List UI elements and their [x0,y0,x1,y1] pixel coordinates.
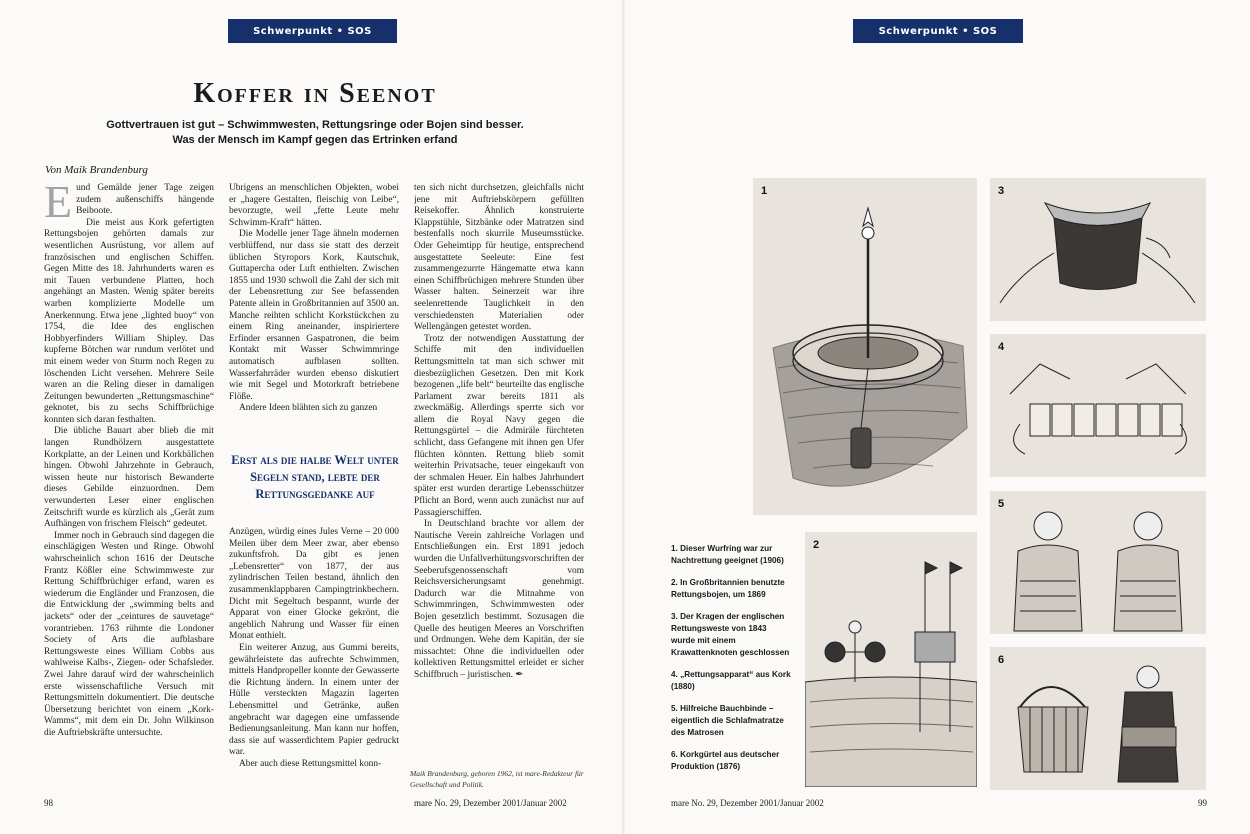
drop-cap: E [44,183,73,227]
subtitle-line-1: Gottvertrauen ist gut – Schwimmwesten, Rettungsringe oder Bojen sind besser. [106,119,524,131]
figure-number: 6 [998,654,1005,666]
byline: Von Maik Brandenburg [45,164,148,176]
paragraph: Ein weiterer Anzug, aus Gummi bereits, gewährleistete das aufrechte Schwimmen, mittels Handpropeller konnte der Gewasserte die Richtung ändern. In einem unter der Hülle versteckten Magazin lagerten Lebensmittel und Getränke, außen angebracht war dagegen eine umfassende Bedienungsanleitung. Man kann nur hoffen, dass sie auf wasserdichtem Papier gedruckt war. [229,642,399,758]
figure-number: 1 [761,185,768,197]
section-tag-right: Schwerpunkt • SOS [853,19,1023,43]
paragraph: Übrigens an menschlichen Objekten, wobei er „hagere Gestalten, fleischig von Leibe“, bevorzugte, weil „fette Leute mehr Schwimm-Kraft“ hätten. [229,183,399,228]
caption-4: 4. „Rettungsapparat“ aus Kork (1880) [671,670,791,691]
page-number-right: 99 [1198,798,1207,808]
figure-4-cork-apparatus [990,334,1206,477]
caption-5: 5. Hilfreiche Bauchbinde – eigentlich die Schlafmatratze des Matrosen [671,704,784,737]
figure-2-rescue-buoys [805,532,977,787]
subtitle-line-2: Was der Mensch im Kampf gegen das Ertrinken erfand [172,134,458,146]
page-number-left: 98 [44,798,53,808]
section-tag-left: Schwerpunkt • SOS [228,19,397,43]
column-2-top [229,183,399,438]
figure-6-cork-belts [990,647,1206,790]
figure-number: 5 [998,498,1005,510]
issue-line-left: mare No. 29, Dezember 2001/Januar 2002 [414,798,567,808]
pull-quote: Erst als die halbe Welt unter Segeln stand, lebte der Rettungsgedanke auf [231,453,399,501]
paragraph: Die meist aus Kork gefertigten Rettungsbojen gehörten damals zur wesentlichen Ausrüstung, vor allem auf französischen und englischen Schiffen. Gegen Mitte des 18. Jahrhunderts waren es mit Tauen verbundene Platten, hoch angehängt an Masten. Wenig später bereits warben komplizierte Modelle um Anerkennung. Etwa jene „lighted buoy“ von 1754, die Idee des englischen Hobbyerfinders William Shipley. Das kupferne Bötchen war rundum verlötet und mit einem weder von Sturm noch Regen zu löschenden Licht versehen. Mehrere Seile waren an die Reling dieser in damaligen Zeitungen bewunderten „Rettungsmaschine“ geknotet, bis zu sechs Schiffbrüchige konnten sich daran festhalten. [44,217,214,425]
issue-line-right: mare No. 29, Dezember 2001/Januar 2002 [671,798,824,808]
cork-belts-illustration [990,647,1206,790]
figure-1-lifebuoy-light [753,178,977,515]
paragraph: ten sich nicht durchsetzen, gleichfalls nicht jene mit Auftriebskörpern gefüllten Reisekoffer. Ähnlich konstruierte Klappstühle, Sitzbänke oder Matratzen sind bestenfalls noch skurrile Museumsstücke. Oder Geheimtipp für heutige, entsprechend ausgestattete Seeleute: Eine fest zusammengezurrte Hängematte etwa kann einen Schiffbrüchigen mehrere Stunden über Wasser halten. Seinerzeit war ihre seelenrettende Tauglichkeit in den verschiedensten Materialien oder Wellengängen getestet worden. [414,183,584,333]
caption-2: 2. In Großbritannien benutzte Rettungsbojen, um 1869 [671,578,785,599]
figure-number: 4 [998,341,1005,353]
column-1 [44,183,214,795]
paragraph: Aber auch diese Rettungsmittel konn- [239,758,382,769]
paragraph: Immer noch in Gebrauch sind dagegen die einschlägigen Westen und Ringe. Obwohl wahrscheinlich schon 1616 der Deutsche Frantz Kößler eine Schwimmweste zur Rettung Schiffbrüchiger erfand, waren es wiederum die Engländer und Franzosen, die die Entwicklung der „swimming belts and jackets“ oder der „ceintures de sauvetage“ vorantrieben. 1763 rühmte die Londoner Society of Arts die aufblasbare Rettungsweste eines William Cobbs aus wahlweise Kalbs-, Ziegen- oder Schafsleder. Zwei Jahre darauf wird der wahrscheinlich erste wissenschaftliche Versuch mit Rettungsmitteln dokumentiert. Die deutsche Übersetzung berichtet von einem „Kork-Wamms“, mit dem ein Dr. John Wilkinson die Auftriebskräfte untersuchte. [44,530,214,738]
figure-3-collar-vest [990,178,1206,321]
figure-number: 3 [998,185,1005,197]
article-subtitle [80,118,550,148]
collar-illustration [990,178,1206,321]
column-3 [414,183,584,743]
caption-3: 3. Der Kragen der englischen Rettungsweste von 1843 wurde mit einem Krawattenknoten geschlossen [671,612,790,657]
paragraph: Die Modelle jener Tage ähneln modernen verblüffend, nur dass sie statt des derzeit üblichen Styropors Kork, Kautschuk, Guttapercha oder Luft enthielten. Zwischen 1855 und 1930 schwoll die Zahl der sich mit der Lebensrettung zur See befassenden Patente allein in Großbritannien auf 3500 an. Manche reihten schlicht Korkstückchen zu einem Ring aneinander, inspiriertere Erfinder ersannen Gaspatronen, die beim Kontakt mit Wasser Schwimmringe automatisch aufblasen sollten. Wasserfahrräder wurden ebenso diskutiert wie mit Segel und Motorkraft betriebene Flöße. [229,229,399,402]
figure-captions [671,543,791,783]
caption-6: 6. Korkgürtel aus deutscher Produktion (1876) [671,750,780,771]
paragraph: Andere Ideen blähten sich zu ganzen [239,403,378,414]
author-note: Maik Brandenburg, geboren 1962, ist mare-Redakteur für Gesellschaft und Politik. [410,769,584,789]
cork-apparatus-illustration [990,334,1206,477]
figure-number: 2 [813,539,820,551]
caption-1: 1. Dieser Wurfring war zur Nachtrettung geeignet (1906) [671,544,784,565]
right-page [625,0,1250,834]
sailors-illustration [990,491,1206,634]
article-title: Koffer in Seenot [193,78,437,109]
paragraph: Eund Gemälde jener Tage zeigen zudem außenschiffs hängende Beiboote. [44,183,214,227]
paragraph: Anzügen, würdig eines Jules Verne – 20 000 Meilen über dem Meer zwar, aber ebenso zukunftsfroh. Da gibt es jenen „Lebensretter“ von 1877, der aus zylindrischen Teilen bestand, ähnlich den zusammenklappbaren Campingtrinkbechern. Dicht mit Segeltuch bespannt, wurde der Apparat von einer Glocke gekrönt, die angeblich Nahrung und Wasser für einen Monat enthielt. [229,527,399,642]
paragraph: Trotz der notwendigen Ausstattung der Schiffe mit den individuellen Rettungsmitteln tat man sich schwer mit diesbezüglichen Gesetzen. Den mit Kork bezogenen „life belt“ beurteilte das englische Parlament zwar bereits 1811 als zweckmäßig. Allerdings sperrte sich vor allem die Royal Navy gegen die Rettungsgürtel – die Admiräle fürchteten schlicht, dass Gefangene mit ihnen gen Ufer flüchten könnten. Rettung blieb somit weiterhin Privatsache, teuer eingekauft von der schmalen Heuer. Ein halbes Jahrhundert später erst wurden derartige Lebensschützer Pflicht an Bord, wenn auch zunächst nur auf Passagierschiffen. [414,333,584,518]
figure-5-sailors-mattress [990,491,1206,634]
paragraph: Die übliche Bauart aber blieb die mit langen Rundhölzern ausgestattete Korkplatte, an der Leinen und Korkbällchen hingen. Obwohl Jahrzehnte in Gebrauch, wissen heute nur historisch Bewanderte dieses Gebilde einzuordnen. Dem verwunderten Leser einer englischen Zeitschrift wurde es kürzlich als „Gerät zum Aufhängen von frischem Fleisch“ gedeutet. [44,426,214,530]
column-2-bottom [229,527,399,795]
paragraph: In Deutschland brachte vor allem der Nautische Verein zahlreiche Vorlagen und Entschließungen ein. Erst 1891 jedoch wurden die Unfallverhütungsvorschriften der Seeberufsgenossenschaft vom Reichsversicherungsamt genehmigt. Dadurch war die Mitnahme von Schwimmringen, Schwimmwesten oder Bojen gesetzlich bestimmt. Sozusagen die Quelle des heutigen Meeres an Vorschriften und Ordnungen. Wehe dem Kapitän, der sie missachtet: Ohne die individuellen oder kollektiven Rettungsmittel erleidet er sicher Schiffbruch – juristischen. ✒ [414,519,584,680]
lifebuoy-illustration [753,178,977,515]
buoys-illustration [805,532,977,787]
